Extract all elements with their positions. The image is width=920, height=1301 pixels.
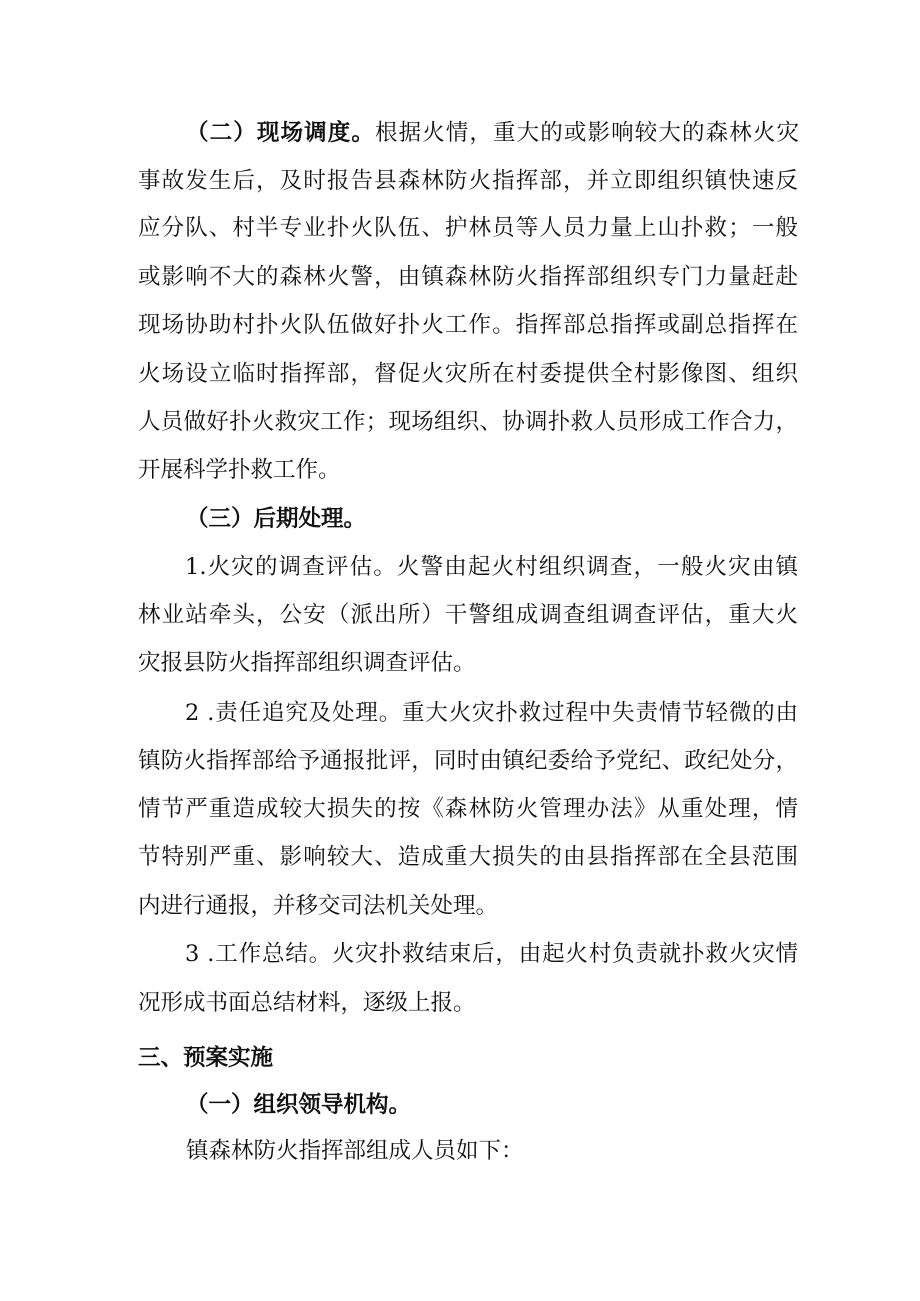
paragraph-line: 3 .工作总结。火灾扑救结束后，由起火村负责就扑救火灾情: [185, 941, 798, 967]
paragraph-line: 节特别严重、影响较大、造成重大损失的由县指挥部在全县范围: [138, 844, 798, 870]
section-3-heading: （三）后期处理。: [186, 506, 367, 532]
paragraph-line: 事故发生后，及时报告县森林防火指挥部，并立即组织镇快速反: [138, 168, 798, 194]
paragraph-line: 人员做好扑火救灾工作；现场组织、协调扑救人员形成工作合力，: [138, 409, 798, 435]
section-2-first-line: [186, 115, 799, 151]
paragraph-line: 开展科学扑救工作。: [138, 457, 341, 483]
part-3-heading: 三、预案实施: [138, 1045, 274, 1071]
paragraph-line: 林业站牵头，公安（派出所）干警组成调查组调查评估，重大火: [138, 602, 798, 628]
organization-heading: （一）组织领导机构。: [186, 1092, 412, 1118]
paragraph-line: 况形成书面总结材料，逐级上报。: [138, 990, 476, 1016]
paragraph-line: 2 .责任追究及处理。重大火灾扑救过程中失责情节轻微的由: [185, 700, 798, 726]
paragraph-line: 应分队、村半专业扑火队伍、护林员等人员力量上山扑救；一般: [138, 215, 798, 241]
paragraph-line: 现场协助村扑火队伍做好扑火工作。指挥部总指挥或副总指挥在: [138, 312, 798, 338]
paragraph-line: 镇防火指挥部给予通报批评，同时由镇纪委给予党纪、政纪处分，: [138, 748, 798, 774]
paragraph-line: 情节严重造成较大损失的按《森林防火管理办法》从重处理，情: [138, 796, 798, 822]
section-2-heading: （二）现场调度。: [186, 120, 375, 146]
members-intro-line: 镇森林防火指挥部组成人员如下：: [186, 1138, 524, 1164]
paragraph-line: 根据火情，重大的或影响较大的森林火灾: [374, 120, 799, 146]
paragraph-line: 火场设立临时指挥部，督促火灾所在村委提供全村影像图、组织: [138, 361, 798, 387]
paragraph-line: 灾报县防火指挥部组织调查评估。: [138, 650, 476, 676]
paragraph-line: 或影响不大的森林火警，由镇森林防火指挥部组织专门力量赶赴: [138, 264, 798, 290]
paragraph-line: 1.火灾的调查评估。火警由起火村组织调查，一般火灾由镇: [185, 554, 798, 580]
paragraph-line: 内进行通报，并移交司法机关处理。: [138, 893, 499, 919]
